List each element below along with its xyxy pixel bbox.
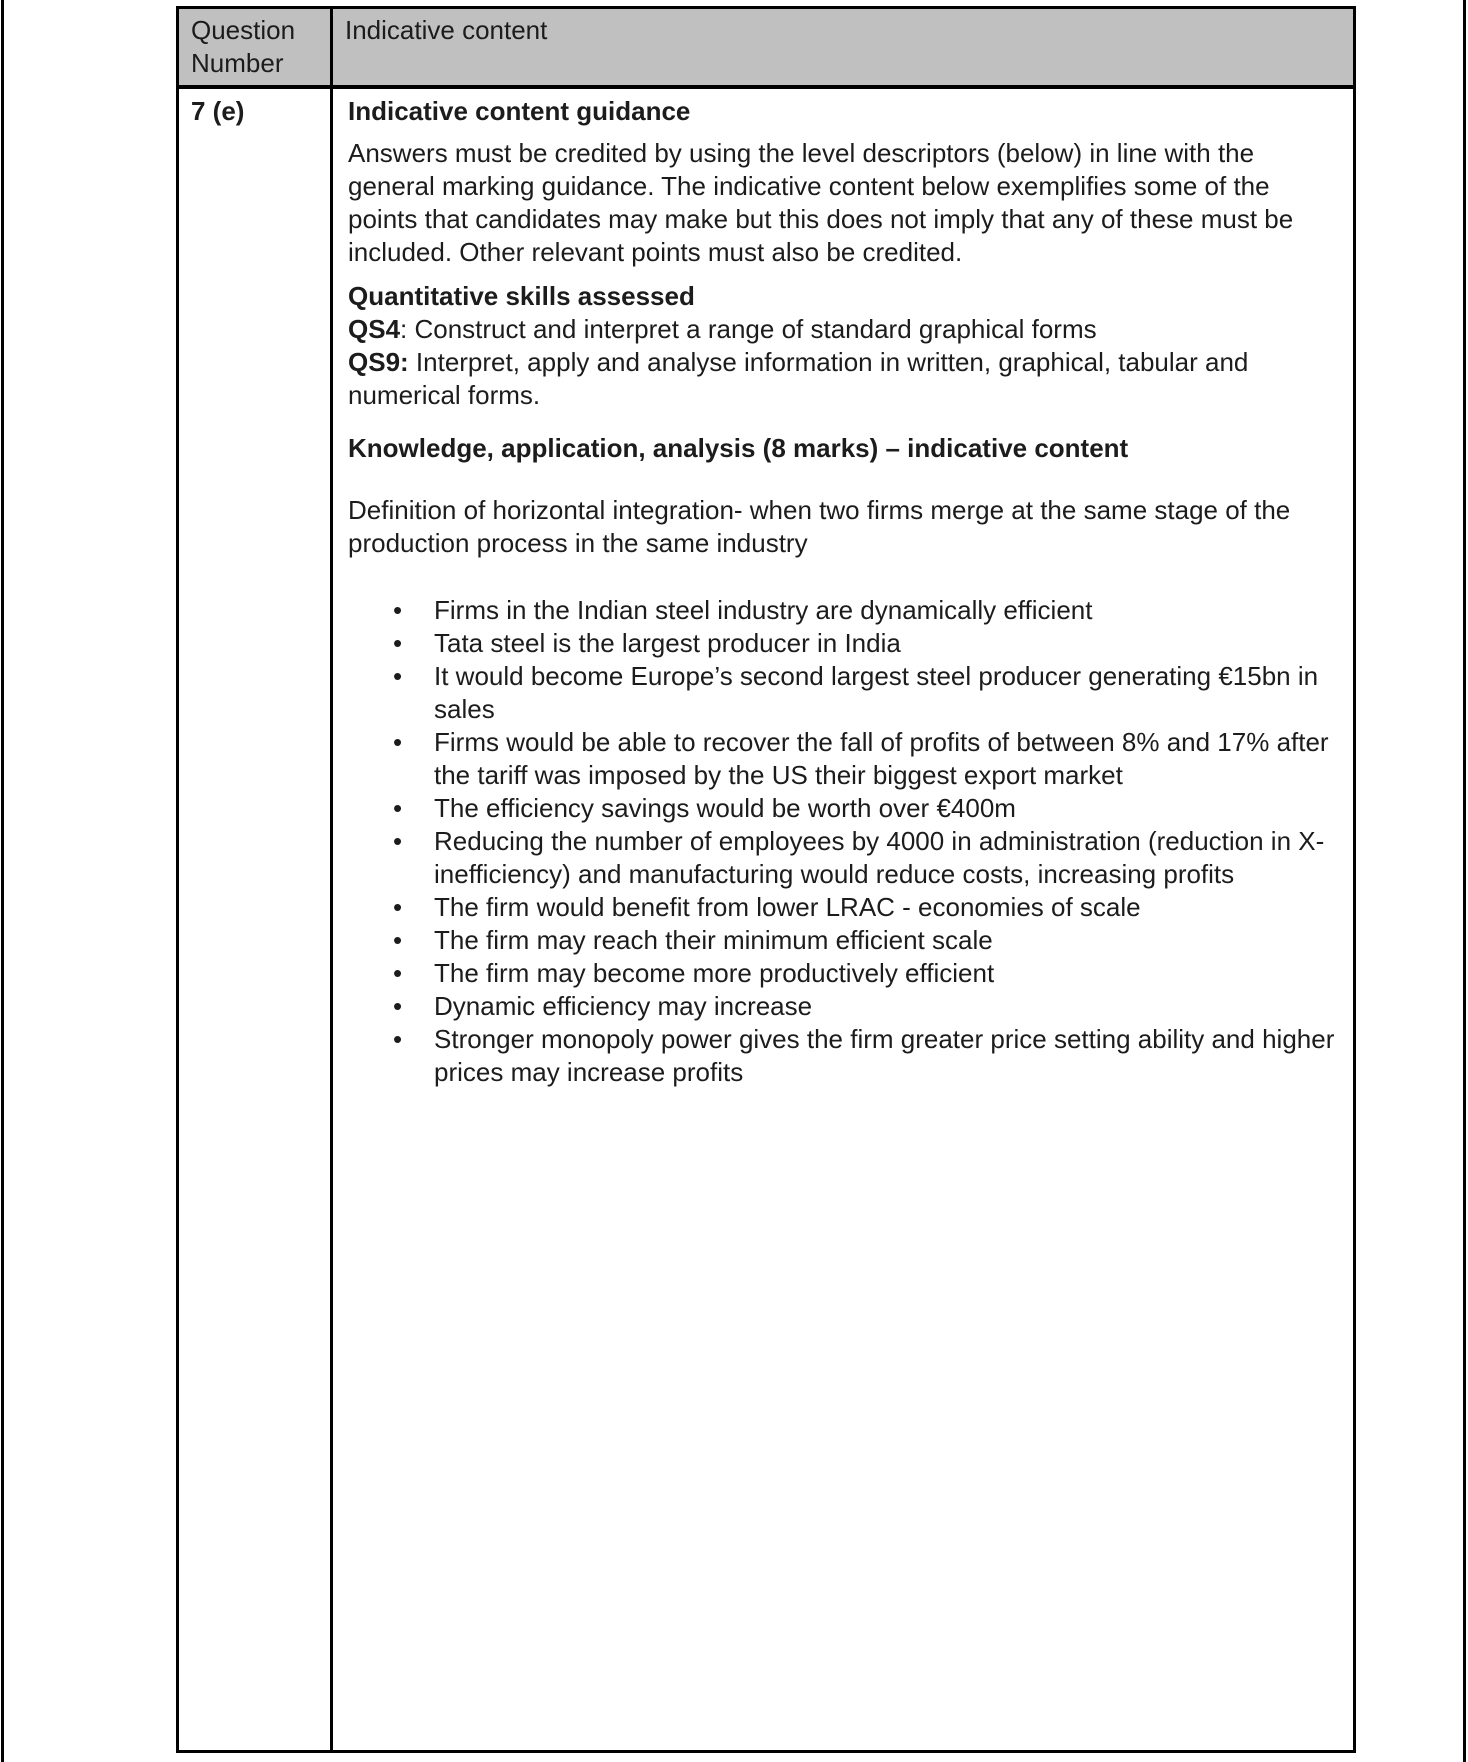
- skills-heading: Quantitative skills assessed: [348, 281, 695, 311]
- skill-line-qs9: [348, 346, 1343, 412]
- bullet-item: • Dynamic efficiency may increase: [348, 990, 1343, 1023]
- skill-line-qs4: [348, 313, 1343, 346]
- bullet-item: • It would become Europe’s second largest steel producer generating €15bn in sales: [348, 660, 1343, 726]
- skill-label-qs9: QS9:: [348, 347, 409, 377]
- bullet-item: • The efficiency savings would be worth over €400m: [348, 792, 1343, 825]
- skill-text-qs9: Interpret, apply and analyse information in written, graphical, tabular and numerical forms.: [348, 347, 1249, 410]
- skills-list: [348, 313, 1343, 412]
- bullet-item: • Stronger monopoly power gives the firm greater price setting ability and higher prices may increase profits: [348, 1023, 1343, 1089]
- header-question-number: Question Number: [179, 9, 333, 85]
- header-indicative-content: Indicative content: [345, 15, 548, 45]
- table-header-row: [179, 9, 1353, 89]
- bullet-item: • Reducing the number of employees by 4000 in administration (reduction in X-inefficiency) and manufacturing would reduce costs, increasing profits: [348, 825, 1343, 891]
- bullet-item: • Firms in the Indian steel industry are dynamically efficient: [348, 594, 1343, 627]
- page-edge-line-left: [1, 0, 4, 1762]
- knowledge-heading: Knowledge, application, analysis (8 marks) – indicative content: [348, 433, 1129, 463]
- bullet-item: • Firms would be able to recover the fall of profits of between 8% and 17% after the tariff was imposed by the US their biggest export market: [348, 726, 1343, 792]
- bullet-item: • The firm may become more productively efficient: [348, 957, 1343, 990]
- bullet-item: • Tata steel is the largest producer in India: [348, 627, 1343, 660]
- skill-text-qs4: : Construct and interpret a range of standard graphical forms: [400, 314, 1097, 344]
- page-edge-line-right: [1463, 0, 1466, 1762]
- skill-label-qs4: QS4: [348, 314, 401, 344]
- table-body-row: [179, 89, 1353, 1750]
- definition-paragraph: Definition of horizontal integration- when two firms merge at the same stage of the production process in the same industry: [348, 495, 1291, 558]
- bullet-item: • The firm would benefit from lower LRAC - economies of scale: [348, 891, 1343, 924]
- mark-scheme-table: [176, 6, 1356, 1753]
- guidance-paragraph: Answers must be credited by using the level descriptors (below) in line with the general marking guidance. The indicative content below exemplifies some of the points that candidates may make but this does not imply that any of these must be included. Other relevant points must also be credited.: [348, 138, 1294, 267]
- guidance-heading: Indicative content guidance: [348, 96, 691, 126]
- indicative-content-cell: [333, 89, 1353, 1750]
- indicative-bullet-list: [348, 594, 1343, 1089]
- question-number-cell: 7 (e): [179, 89, 333, 1750]
- bullet-item: • The firm may reach their minimum efficient scale: [348, 924, 1343, 957]
